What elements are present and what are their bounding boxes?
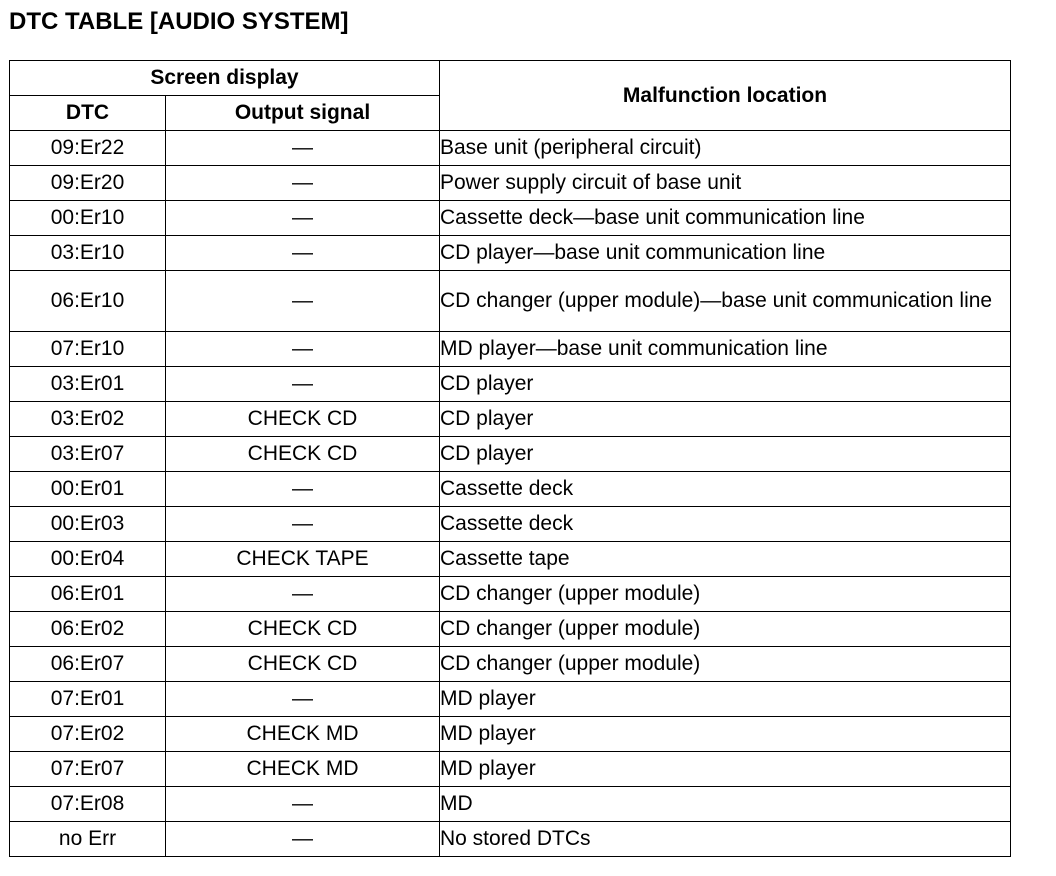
table-row (10, 367, 1011, 402)
output-signal-cell: — (166, 507, 440, 542)
table-header (10, 61, 1011, 131)
dtc-cell: 03:Er01 (10, 367, 166, 402)
table-row (10, 166, 1011, 201)
output-signal-cell: CHECK CD (166, 437, 440, 472)
dtc-cell: 06:Er07 (10, 647, 166, 682)
output-signal-cell: — (166, 131, 440, 166)
dtc-cell: 06:Er01 (10, 577, 166, 612)
header-dtc: DTC (10, 96, 166, 131)
malfunction-location-cell: CD player (440, 437, 1011, 472)
dtc-cell: no Err (10, 822, 166, 857)
malfunction-location-cell: CD player (440, 367, 1011, 402)
output-signal-cell: CHECK CD (166, 402, 440, 437)
malfunction-location-cell: Cassette tape (440, 542, 1011, 577)
output-signal-cell: CHECK CD (166, 647, 440, 682)
malfunction-location-cell: CD changer (upper module) (440, 577, 1011, 612)
malfunction-location-cell: No stored DTCs (440, 822, 1011, 857)
malfunction-location-cell: CD player—base unit communication line (440, 236, 1011, 271)
table-row (10, 717, 1011, 752)
dtc-cell: 07:Er01 (10, 682, 166, 717)
malfunction-location-cell: CD changer (upper module) (440, 612, 1011, 647)
malfunction-location-cell: MD player (440, 682, 1011, 717)
table-row (10, 402, 1011, 437)
table-row (10, 271, 1011, 332)
malfunction-location-cell: Power supply circuit of base unit (440, 166, 1011, 201)
dtc-cell: 09:Er20 (10, 166, 166, 201)
dtc-cell: 03:Er10 (10, 236, 166, 271)
malfunction-location-cell: CD changer (upper module)—base unit communication line (440, 271, 1011, 332)
table-row (10, 542, 1011, 577)
dtc-cell: 06:Er10 (10, 271, 166, 332)
header-output-signal: Output signal (166, 96, 440, 131)
output-signal-cell: — (166, 367, 440, 402)
table-row (10, 332, 1011, 367)
table-row (10, 236, 1011, 271)
table-row (10, 752, 1011, 787)
table-row (10, 647, 1011, 682)
malfunction-location-cell: CD player (440, 402, 1011, 437)
dtc-cell: 00:Er01 (10, 472, 166, 507)
table-row (10, 437, 1011, 472)
output-signal-cell: — (166, 682, 440, 717)
table-row (10, 787, 1011, 822)
output-signal-cell: — (166, 787, 440, 822)
dtc-table (9, 60, 1011, 857)
table-row (10, 131, 1011, 166)
table-row (10, 822, 1011, 857)
output-signal-cell: — (166, 166, 440, 201)
malfunction-location-cell: CD changer (upper module) (440, 647, 1011, 682)
output-signal-cell: — (166, 822, 440, 857)
malfunction-location-cell: MD (440, 787, 1011, 822)
malfunction-location-cell: MD player (440, 752, 1011, 787)
page-title: DTC TABLE [AUDIO SYSTEM] (9, 8, 349, 35)
dtc-cell: 00:Er04 (10, 542, 166, 577)
malfunction-location-cell: MD player (440, 717, 1011, 752)
output-signal-cell: — (166, 577, 440, 612)
header-screen-display: Screen display (10, 61, 440, 96)
dtc-cell: 03:Er07 (10, 437, 166, 472)
table-row (10, 577, 1011, 612)
output-signal-cell: — (166, 271, 440, 332)
malfunction-location-cell: Cassette deck (440, 472, 1011, 507)
table-row (10, 682, 1011, 717)
header-malfunction-location: Malfunction location (440, 61, 1011, 131)
output-signal-cell: CHECK MD (166, 752, 440, 787)
table-row (10, 507, 1011, 542)
table-row (10, 472, 1011, 507)
dtc-cell: 07:Er08 (10, 787, 166, 822)
header-row-top (10, 61, 1011, 96)
dtc-cell: 00:Er10 (10, 201, 166, 236)
output-signal-cell: CHECK TAPE (166, 542, 440, 577)
malfunction-location-cell: Base unit (peripheral circuit) (440, 131, 1011, 166)
output-signal-cell: CHECK CD (166, 612, 440, 647)
malfunction-location-cell: Cassette deck (440, 507, 1011, 542)
output-signal-cell: — (166, 472, 440, 507)
output-signal-cell: — (166, 332, 440, 367)
table-row (10, 612, 1011, 647)
dtc-cell: 00:Er03 (10, 507, 166, 542)
output-signal-cell: — (166, 236, 440, 271)
dtc-cell: 09:Er22 (10, 131, 166, 166)
malfunction-location-cell: MD player—base unit communication line (440, 332, 1011, 367)
table-body (10, 131, 1011, 857)
output-signal-cell: CHECK MD (166, 717, 440, 752)
dtc-cell: 06:Er02 (10, 612, 166, 647)
dtc-cell: 07:Er07 (10, 752, 166, 787)
table-row (10, 201, 1011, 236)
dtc-cell: 03:Er02 (10, 402, 166, 437)
dtc-cell: 07:Er02 (10, 717, 166, 752)
output-signal-cell: — (166, 201, 440, 236)
dtc-cell: 07:Er10 (10, 332, 166, 367)
malfunction-location-cell: Cassette deck—base unit communication line (440, 201, 1011, 236)
